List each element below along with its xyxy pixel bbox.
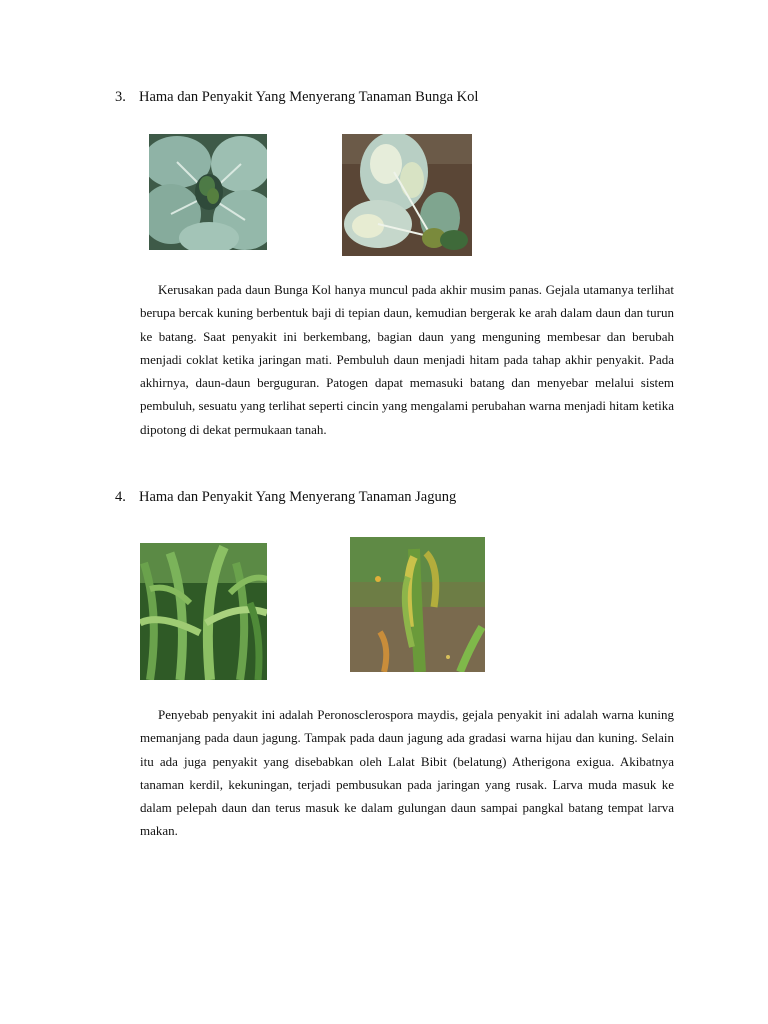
section-3-number: 3. <box>115 89 126 105</box>
section-3-title: Hama dan Penyakit Yang Menyerang Tanaman Bunga Kol <box>139 89 479 105</box>
section-4-heading <box>115 488 456 506</box>
cabbage-photo-healthy <box>149 134 267 250</box>
cabbage-photo-diseased <box>342 134 472 256</box>
corn-photo-diseased <box>350 537 485 672</box>
section-3-heading <box>115 88 478 106</box>
section-4-number: 4. <box>115 489 126 505</box>
section-4-title: Hama dan Penyakit Yang Menyerang Tanaman Jagung <box>139 489 457 505</box>
section-3-paragraph: Kerusakan pada daun Bunga Kol hanya muncul pada akhir musim panas. Gejala utamanya terlihat berupa bercak kuning berbentuk baji di tepian daun, kemudian bergerak ke arah dalam daun dan turun ke batang. Saat penyakit ini berkembang, bagian daun yang menguning membesar dan berubah menjadi coklat ketika jaringan mati. Pembuluh daun menjadi hitam pada tahap akhir penyakit. Pada akhirnya, daun-daun berguguran. Patogen dapat memasuki batang dan menyebar melalui sistem pembuluh, sesuatu yang terlihat seperti cincin yang mengalami perubahan warna menjadi hitam ketika dipotong di dekat permukaan tanah. <box>140 282 674 437</box>
section-4-paragraph: Penyebab penyakit ini adalah Peronosclerospora maydis, gejala penyakit ini adalah warna kuning memanjang pada daun jagung. Tampak pada daun jagung ada gradasi warna hijau dan kuning. Selain itu ada juga penyakit yang disebabkan oleh Lalat Bibit (belatung) Atherigona exigua. Akibatnya tanaman kerdil, kekuningan, terjadi pembusukan pada jaringan yang rusak. Larva muda masuk ke dalam pelepah daun dan terus masuk ke dalam gulungan daun sampai pangkal batang tempat larva makan. <box>140 707 674 839</box>
corn-photo-field <box>140 543 267 680</box>
